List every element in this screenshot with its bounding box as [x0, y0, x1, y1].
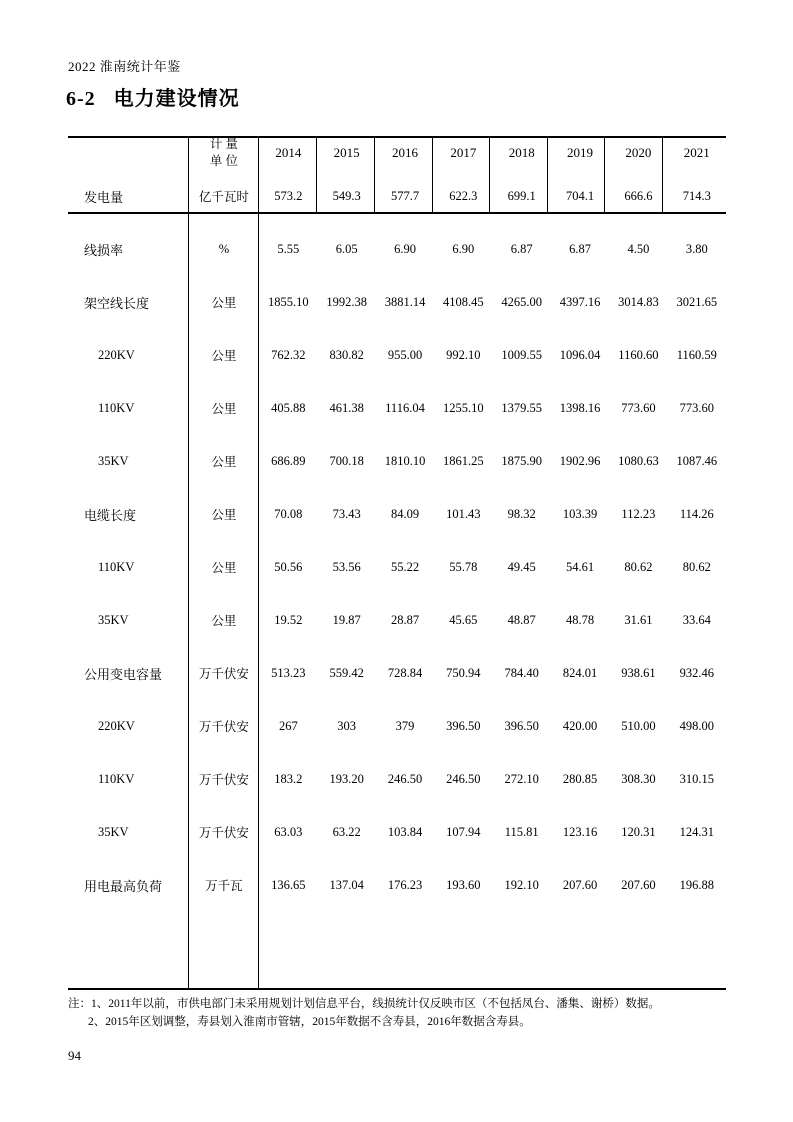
row-value: 120.31: [621, 824, 656, 839]
row-value: 31.61: [624, 612, 653, 627]
row-value: 272.10: [504, 771, 539, 786]
row-value: 1116.04: [385, 400, 425, 415]
row-value: 1902.96: [559, 453, 601, 468]
header-year-2020: 2020: [625, 144, 652, 160]
row-value: 750.94: [446, 665, 481, 680]
row-value: 107.94: [446, 824, 481, 839]
header-unit-cell: [189, 136, 259, 170]
row-value: 773.60: [679, 400, 714, 415]
electric-power-construction-table: [68, 136, 726, 912]
row-value: 622.3: [449, 188, 478, 203]
table-row: [68, 488, 726, 541]
note-2: 2、2015年区划调整，寿县划入淮南市管辖，2015年数据不含寿县，2016年数据含寿县。: [88, 1015, 531, 1028]
header-year-2014: 2014: [275, 144, 302, 160]
row-value: 955.00: [387, 347, 423, 362]
row-value: 6.87: [569, 241, 591, 256]
row-value: 193.60: [446, 877, 481, 892]
note-1: 注：1、2011年以前，市供电部门未采用规划计划信息平台，线损统计仅反映市区（不包括凤台、潘集、谢桥）数据。: [68, 998, 660, 1010]
row-value: 396.50: [504, 718, 539, 733]
header-year: 2022 淮南统计年鉴: [68, 59, 181, 74]
row-value: 55.78: [449, 559, 478, 574]
row-value: 53.56: [332, 559, 361, 574]
row-label: 用电最高负荷: [84, 878, 163, 894]
row-value: 310.15: [679, 771, 714, 786]
row-value: 549.3: [332, 188, 361, 203]
row-unit: 亿千瓦时: [198, 190, 249, 205]
row-value: 461.38: [329, 400, 364, 415]
row-value: 1160.59: [676, 347, 717, 362]
row-value: 728.84: [387, 665, 423, 680]
row-value: 101.43: [446, 506, 481, 521]
row-value: 666.6: [624, 188, 653, 203]
row-value: 19.52: [274, 612, 303, 627]
row-value: 6.87: [510, 241, 533, 256]
row-value: 1810.10: [384, 453, 426, 468]
table-head: [68, 136, 726, 170]
row-label: 110KV: [98, 771, 135, 786]
header-year-2019: 2019: [567, 144, 594, 160]
row-unit: 万千伏安: [198, 720, 249, 735]
row-value: 183.2: [274, 771, 303, 786]
row-value: 932.46: [679, 665, 714, 680]
row-value: 784.40: [504, 665, 539, 680]
row-value: 510.00: [621, 718, 656, 733]
row-value: 396.50: [446, 718, 481, 733]
row-label: 发电量: [84, 189, 124, 205]
row-value: 1087.46: [676, 453, 718, 468]
row-value: 73.43: [332, 506, 361, 521]
row-value: 246.50: [387, 771, 423, 786]
row-value: 84.09: [390, 506, 420, 521]
row-value: 830.82: [329, 347, 364, 362]
row-value: 699.1: [507, 188, 536, 203]
unit-header-line2: 单 位: [209, 153, 238, 168]
row-value: 824.01: [562, 665, 598, 680]
row-value: 28.87: [390, 612, 420, 627]
row-value: 5.55: [277, 241, 300, 256]
table-row: [68, 382, 726, 435]
row-value: 700.18: [329, 453, 364, 468]
table-row: [68, 329, 726, 382]
page-number: 94: [68, 1048, 81, 1063]
row-value: 4265.00: [501, 294, 542, 309]
row-label: 220KV: [98, 718, 135, 733]
row-value: 992.10: [446, 347, 481, 362]
row-value: 1875.90: [501, 453, 542, 468]
row-unit: %: [218, 241, 230, 256]
row-value: 1009.55: [501, 347, 542, 362]
row-value: 207.60: [621, 877, 656, 892]
row-label: 35KV: [98, 453, 129, 468]
row-value: 1398.16: [559, 400, 601, 415]
row-value: 4.50: [627, 241, 650, 256]
row-value: 498.00: [679, 718, 714, 733]
row-label: 公用变电容量: [84, 666, 163, 682]
row-value: 513.23: [271, 665, 306, 680]
row-value: 50.56: [274, 559, 303, 574]
row-value: 4108.45: [443, 294, 484, 309]
row-value: 6.90: [452, 241, 475, 256]
header-year-2018: 2018: [508, 144, 535, 160]
table-row: [68, 647, 726, 700]
table-row: [68, 276, 726, 329]
row-label: 35KV: [98, 824, 129, 839]
header-year-2016: 2016: [392, 144, 418, 160]
row-value: 704.1: [565, 188, 595, 203]
row-value: 714.3: [682, 188, 711, 203]
row-label: 架空线长度: [84, 295, 150, 311]
row-value: 938.61: [621, 665, 656, 680]
row-value: 379: [395, 718, 415, 733]
table-row: [68, 806, 726, 859]
table-row: [68, 170, 726, 223]
row-value: 6.90: [394, 241, 416, 256]
row-label: 35KV: [98, 612, 129, 627]
row-value: 63.03: [274, 824, 303, 839]
row-value: 1080.63: [618, 453, 659, 468]
table-bottom-rule: [68, 988, 726, 990]
row-value: 6.05: [335, 241, 358, 256]
row-value: 762.32: [271, 347, 306, 362]
row-value: 573.2: [274, 188, 303, 203]
row-value: 45.65: [449, 612, 478, 627]
row-value: 4397.16: [559, 294, 601, 309]
row-unit: 公里: [211, 402, 237, 417]
row-value: 112.23: [621, 506, 656, 521]
page-title: [66, 82, 240, 111]
row-unit: 公里: [211, 455, 237, 470]
row-value: 33.64: [682, 612, 711, 627]
row-unit: 公里: [211, 614, 237, 629]
table-body: [68, 170, 726, 912]
row-value: 123.16: [562, 824, 598, 839]
row-value: 1160.60: [618, 347, 659, 362]
row-value: 1992.38: [326, 294, 367, 309]
row-value: 136.65: [271, 877, 306, 892]
row-value: 3014.83: [618, 294, 659, 309]
row-value: 124.31: [679, 824, 714, 839]
row-value: 3881.14: [384, 294, 426, 309]
row-value: 19.87: [332, 612, 361, 627]
row-value: 303: [337, 718, 357, 733]
row-value: 686.89: [271, 453, 306, 468]
row-value: 405.88: [271, 400, 306, 415]
table-row: [68, 594, 726, 647]
row-value: 773.60: [621, 400, 656, 415]
row-value: 1255.10: [443, 400, 484, 415]
row-value: 577.7: [390, 188, 420, 203]
table-row: [68, 753, 726, 806]
row-value: 196.88: [679, 877, 714, 892]
row-label: 线损率: [84, 242, 124, 258]
table-header-row: [68, 136, 726, 170]
table-row: [68, 859, 726, 912]
row-label: 110KV: [98, 400, 135, 415]
row-value: 80.62: [624, 559, 653, 574]
table-notes: [68, 996, 733, 1032]
table-row: [68, 541, 726, 594]
row-value: 1096.04: [559, 347, 601, 362]
row-value: 137.04: [329, 877, 364, 892]
row-value: 70.08: [274, 506, 303, 521]
row-value: 63.22: [332, 824, 361, 839]
row-value: 49.45: [507, 559, 536, 574]
row-value: 559.42: [329, 665, 364, 680]
row-value: 115.81: [504, 824, 539, 839]
row-value: 80.62: [682, 559, 711, 574]
unit-header-line1: 计 量: [209, 137, 238, 151]
row-value: 103.84: [387, 824, 423, 839]
row-value: 1861.25: [443, 453, 484, 468]
row-value: 114.26: [679, 506, 714, 521]
row-value: 48.78: [565, 612, 595, 627]
row-label: 110KV: [98, 559, 135, 574]
row-unit: 公里: [211, 296, 237, 311]
row-unit: 公里: [211, 561, 237, 576]
row-label: 220KV: [98, 347, 135, 362]
row-value: 207.60: [562, 877, 598, 892]
table-row: [68, 435, 726, 488]
table-row: [68, 700, 726, 753]
header-year-2021: 2021: [683, 144, 710, 160]
header-blank-cell: [68, 136, 189, 170]
row-value: 176.23: [387, 877, 423, 892]
header-year-2015: 2015: [333, 144, 360, 160]
row-value: 420.00: [562, 718, 598, 733]
row-unit: 万千伏安: [198, 667, 249, 682]
row-value: 48.87: [507, 612, 536, 627]
row-unit: 万千瓦: [205, 879, 243, 894]
table-number: 6-2: [66, 88, 96, 110]
row-value: 55.22: [390, 559, 420, 574]
row-value: 308.30: [621, 771, 656, 786]
header-year-2017: 2017: [450, 144, 477, 160]
row-value: 103.39: [562, 506, 598, 521]
row-label: 电缆长度: [84, 507, 137, 523]
row-value: 3.80: [685, 241, 708, 256]
row-value: 98.32: [507, 506, 536, 521]
row-value: 193.20: [329, 771, 364, 786]
row-value: 1855.10: [268, 294, 309, 309]
row-unit: 公里: [211, 349, 237, 364]
row-value: 54.61: [565, 559, 595, 574]
row-value: 267: [278, 718, 298, 733]
row-unit: 万千伏安: [198, 773, 249, 788]
row-value: 1379.55: [501, 400, 542, 415]
row-unit: 公里: [211, 508, 237, 523]
row-value: 246.50: [446, 771, 481, 786]
row-value: 280.85: [562, 771, 598, 786]
table-title: 电力建设情况: [113, 88, 240, 110]
row-value: 192.10: [504, 877, 539, 892]
row-unit: 万千伏安: [198, 826, 249, 841]
row-value: 3021.65: [676, 294, 718, 309]
table-row: [68, 223, 726, 276]
